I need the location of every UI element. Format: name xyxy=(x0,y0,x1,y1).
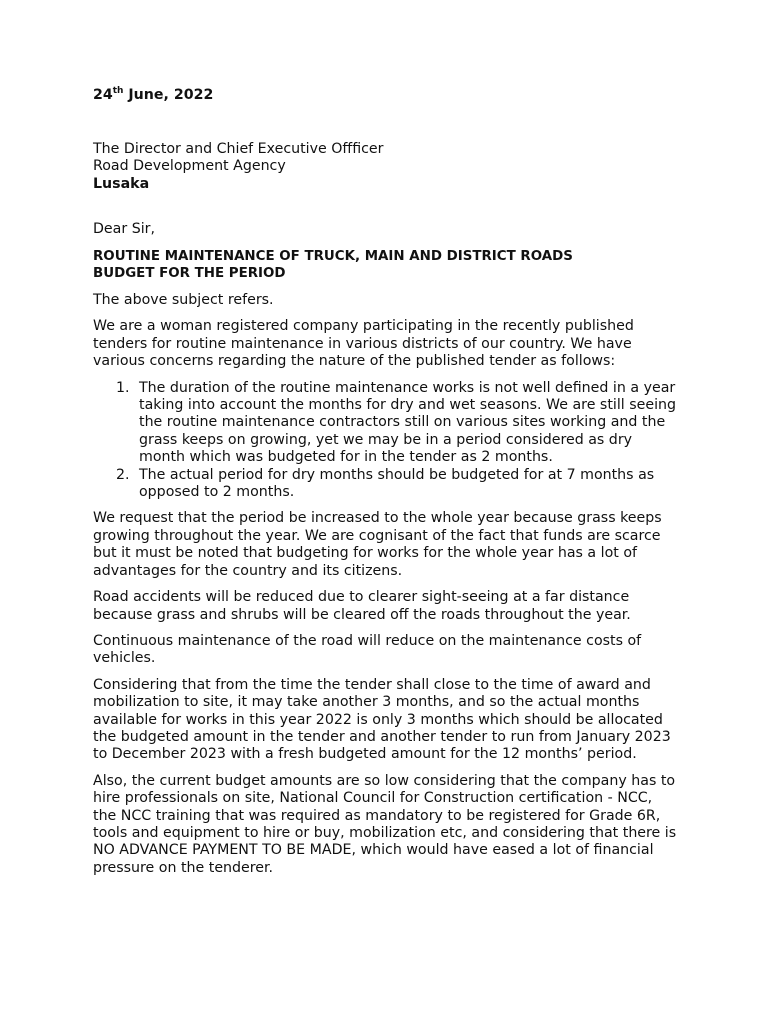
body-paragraph: We request that the period be increased to the whole year because grass keeps growing throughout the year. We are cognisant of the fact that funds are scarce but it must be noted that budgeting for works for the whole year has a lot of advantages for the country and its citizens. xyxy=(93,510,662,579)
subject-heading xyxy=(93,248,653,283)
subject-line-1: ROUTINE MAINTENANCE OF TRUCK, MAIN AND DISTRICT ROADS xyxy=(93,249,573,264)
list-item-number: 2. xyxy=(116,466,130,483)
addressee-city: Lusaka xyxy=(93,175,150,192)
date-suffix: th xyxy=(112,86,124,96)
body-paragraph: We are a woman registered company participating in the recently published tenders for routine maintenance in various districts of our country. We have various concerns regarding the nature of the published tender as follows: xyxy=(93,318,634,370)
addressee-block xyxy=(93,141,384,193)
body-paragraph: Continuous maintenance of the road will reduce on the maintenance costs of vehicles. xyxy=(93,632,642,667)
body-paragraph: Also, the current budget amounts are so low considering that the company has to hire professionals on site, National Council for Construction certification - NCC, the NCC training that was required as mandatory to be registered for Grade 6R, tools and equipment to hire or buy, mobilization etc, and considering that there is NO ADVANCE PAYMENT TO BE MADE, which would have eased a lot of financial pressure on the tenderer. xyxy=(93,772,677,876)
list-item-number: 1. xyxy=(116,379,130,396)
date-day: 24 xyxy=(93,87,113,103)
letter-body xyxy=(93,292,678,886)
salutation: Dear Sir, xyxy=(93,221,155,237)
concerns-list xyxy=(93,380,678,502)
list-item-text: The duration of the routine maintenance works is not well defined in a year taking into account the months for dry and wet seasons. We are still seeing the routine maintenance contractors still on various sites working and the grass keeps on growing, yet we may be in a period considered as dry month which was budgeted for in the tender as 2 months. xyxy=(139,379,677,466)
body-paragraph: Considering that from the time the tender shall close to the time of award and mobilization to site, it may take another 3 months, and so the actual months available for works in this year 2022 is only 3 months which should be allocated the budgeted amount in the tender and another tender to run from January 2023 to December 2023 with a fresh budgeted amount for the 12 months’ period. xyxy=(93,676,671,763)
date-month-year: June, 2022 xyxy=(123,87,214,103)
list-item xyxy=(93,380,678,467)
addressee-organization: Road Development Agency xyxy=(93,158,286,175)
body-paragraph: Road accidents will be reduced due to clearer sight-seeing at a far distance because grass and shrubs will be cleared off the roads throughout the year. xyxy=(93,589,631,623)
body-paragraph: The above subject refers. xyxy=(93,292,274,308)
addressee-title: The Director and Chief Executive Offficer xyxy=(93,141,384,157)
letter-date xyxy=(93,87,213,104)
list-item-text: The actual period for dry months should be budgeted for at 7 months as opposed to 2 months. xyxy=(139,466,655,501)
subject-line-2: BUDGET FOR THE PERIOD xyxy=(93,266,286,282)
list-item xyxy=(93,467,678,502)
